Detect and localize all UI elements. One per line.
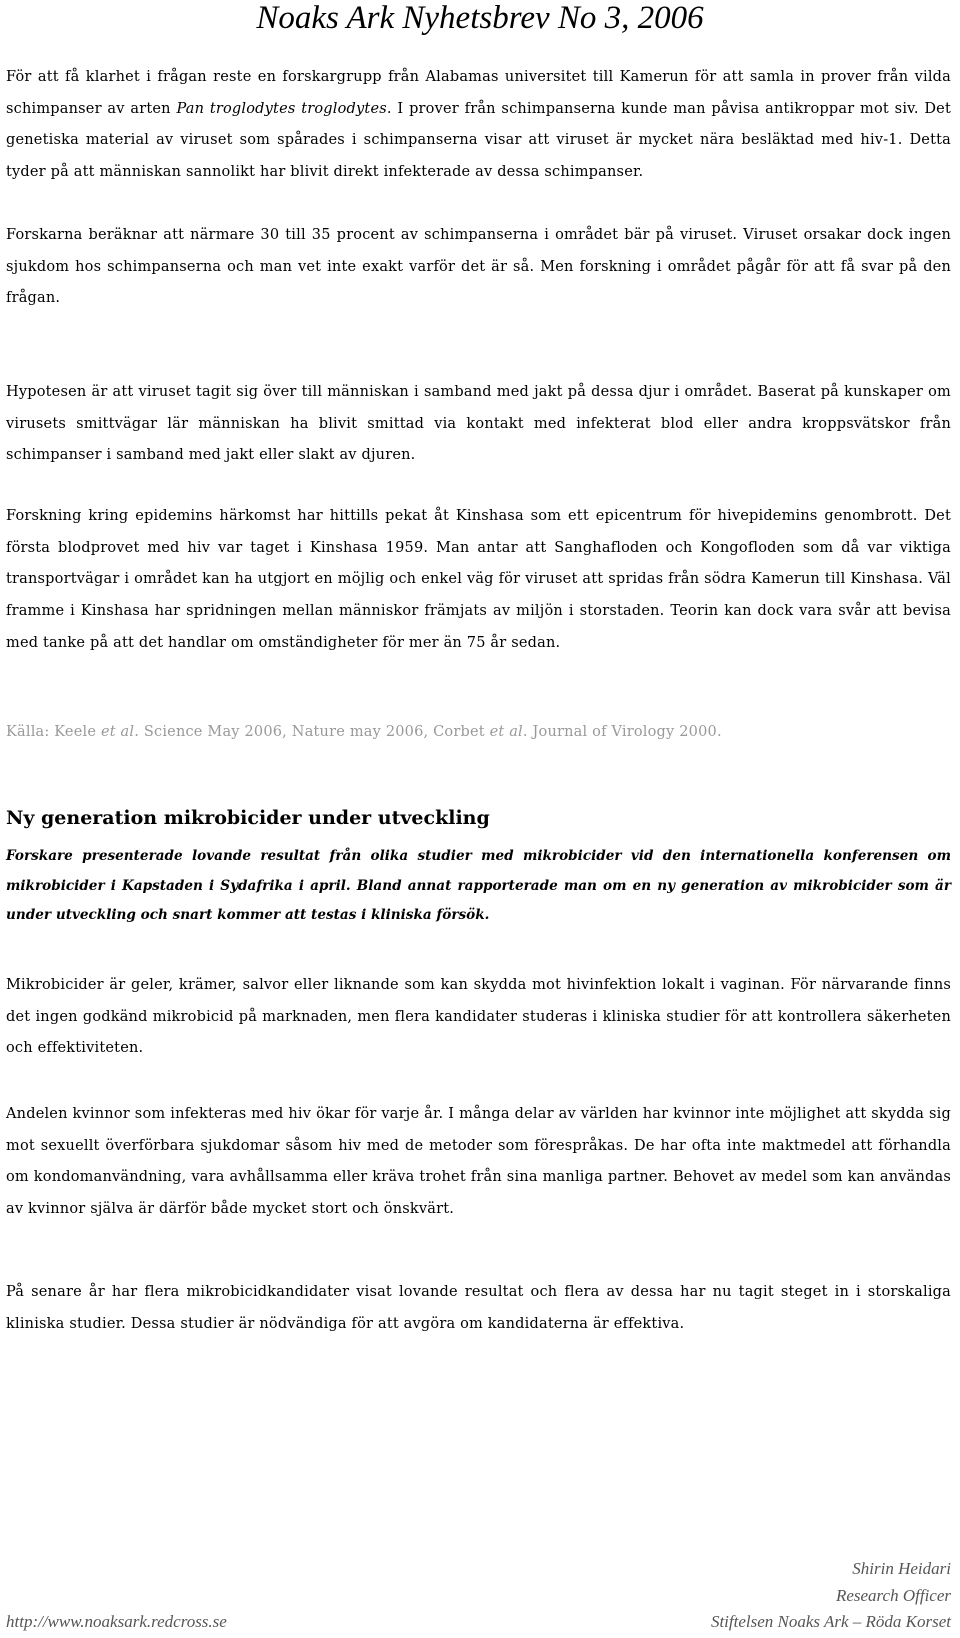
article2-paragraph-2: Andelen kvinnor som infekteras med hiv ökar för varje år. I många delar av världen har kvinnor inte möjlighet att skydda sig mot sexuellt överförbara sjukdomar såsom hiv med de metoder som förespråkas. De har ofta inte maktmedel att förhandla om kondomanvändning, vara avhållsamma eller kräva trohet från sina manliga partner. Behovet av medel som kan användas av kvinnor själva är därför både mycket stort och önskvärt.	[6, 1106, 951, 1218]
article1-paragraph-3: Hypotesen är att viruset tagit sig över till människan i samband med jakt på dessa djur i området. Baserat på kunskaper om virusets smittvägar lär människan ha blivit smittad via kontakt med infekterat blod eller andra kroppsvätskor från schimpanser i samband med jakt eller slakt av djuren.	[6, 384, 951, 464]
article2-heading: Ny generation mikrobicider under utveckling	[6, 807, 490, 829]
signature-name: Shirin Heidari	[852, 1559, 951, 1578]
newsletter-title: Noaks Ark Nyhetsbrev No 3, 2006	[256, 0, 704, 36]
signature-role: Research Officer	[835, 1586, 951, 1605]
article1-source: Källa: Keele et al. Science May 2006, Nature may 2006, Corbet et al. Journal of Virology 2000.	[6, 724, 722, 740]
footer-url-link[interactable]: http://www.noaksark.redcross.se	[6, 1612, 227, 1631]
species-name: Pan troglodytes troglodytes	[176, 100, 387, 117]
signature-organization: Stiftelsen Noaks Ark – Röda Korset	[710, 1612, 951, 1631]
article2-paragraph-3: På senare år har flera mikrobicidkandidater visat lovande resultat och flera av dessa har nu tagit steget in i storskaliga kliniska studier. Dessa studier är nödvändiga för att avgöra om kandidaterna är effektiva.	[6, 1284, 951, 1332]
article2-lede: Forskare presenterade lovande resultat från olika studier med mikrobicider vid den internationella konferensen om mikrobicider i Kapstaden i Sydafrika i april. Bland annat rapporterade man om en ny generation av mikrobicider som är under utveckling och snart kommer att testas i kliniska försök.	[6, 848, 951, 923]
article1-paragraph-1: För att få klarhet i frågan reste en forskargrupp från Alabamas universitet till Kamerun för att samla in prover från vilda schimpanser av arten Pan troglodytes troglodytes. I prover från schimpanserna kunde man påvisa antikroppar mot siv. Det genetiska material av viruset som spårades i schimpanserna visar att viruset är mycket nära besläktad med hiv-1. Detta tyder på att människan sannolikt har blivit direkt infekterade av dessa schimpanser.	[6, 69, 951, 181]
article2-paragraph-1: Mikrobicider är geler, krämer, salvor eller liknande som kan skydda mot hivinfektion lokalt i vaginan. För närvarande finns det ingen godkänd mikrobicid på marknaden, men flera kandidater studeras i kliniska studier för att kontrollera säkerheten och effektiviteten.	[6, 977, 951, 1057]
article1-paragraph-2: Forskarna beräknar att närmare 30 till 35 procent av schimpanserna i området bär på viruset. Viruset orsakar dock ingen sjukdom hos schimpanserna och man vet inte exakt varför det är så. Men forskning i området pågår för att få svar på den frågan.	[6, 227, 951, 307]
article1-paragraph-4: Forskning kring epidemins härkomst har hittills pekat åt Kinshasa som ett epicentrum för hivepidemins genombrott. Det första blodprovet med hiv var taget i Kinshasa 1959. Man antar att Sanghafloden och Kongofloden som då var viktiga transportvägar i området kan ha utgjort en möjlig och enkel väg för viruset att spridas från södra Kamerun till Kinshasa. Väl framme i Kinshasa har spridningen mellan människor främjats av miljön i storstaden. Teorin kan dock vara svår att bevisa med tanke på att det handlar om omständigheter för mer än 75 år sedan.	[6, 508, 951, 651]
